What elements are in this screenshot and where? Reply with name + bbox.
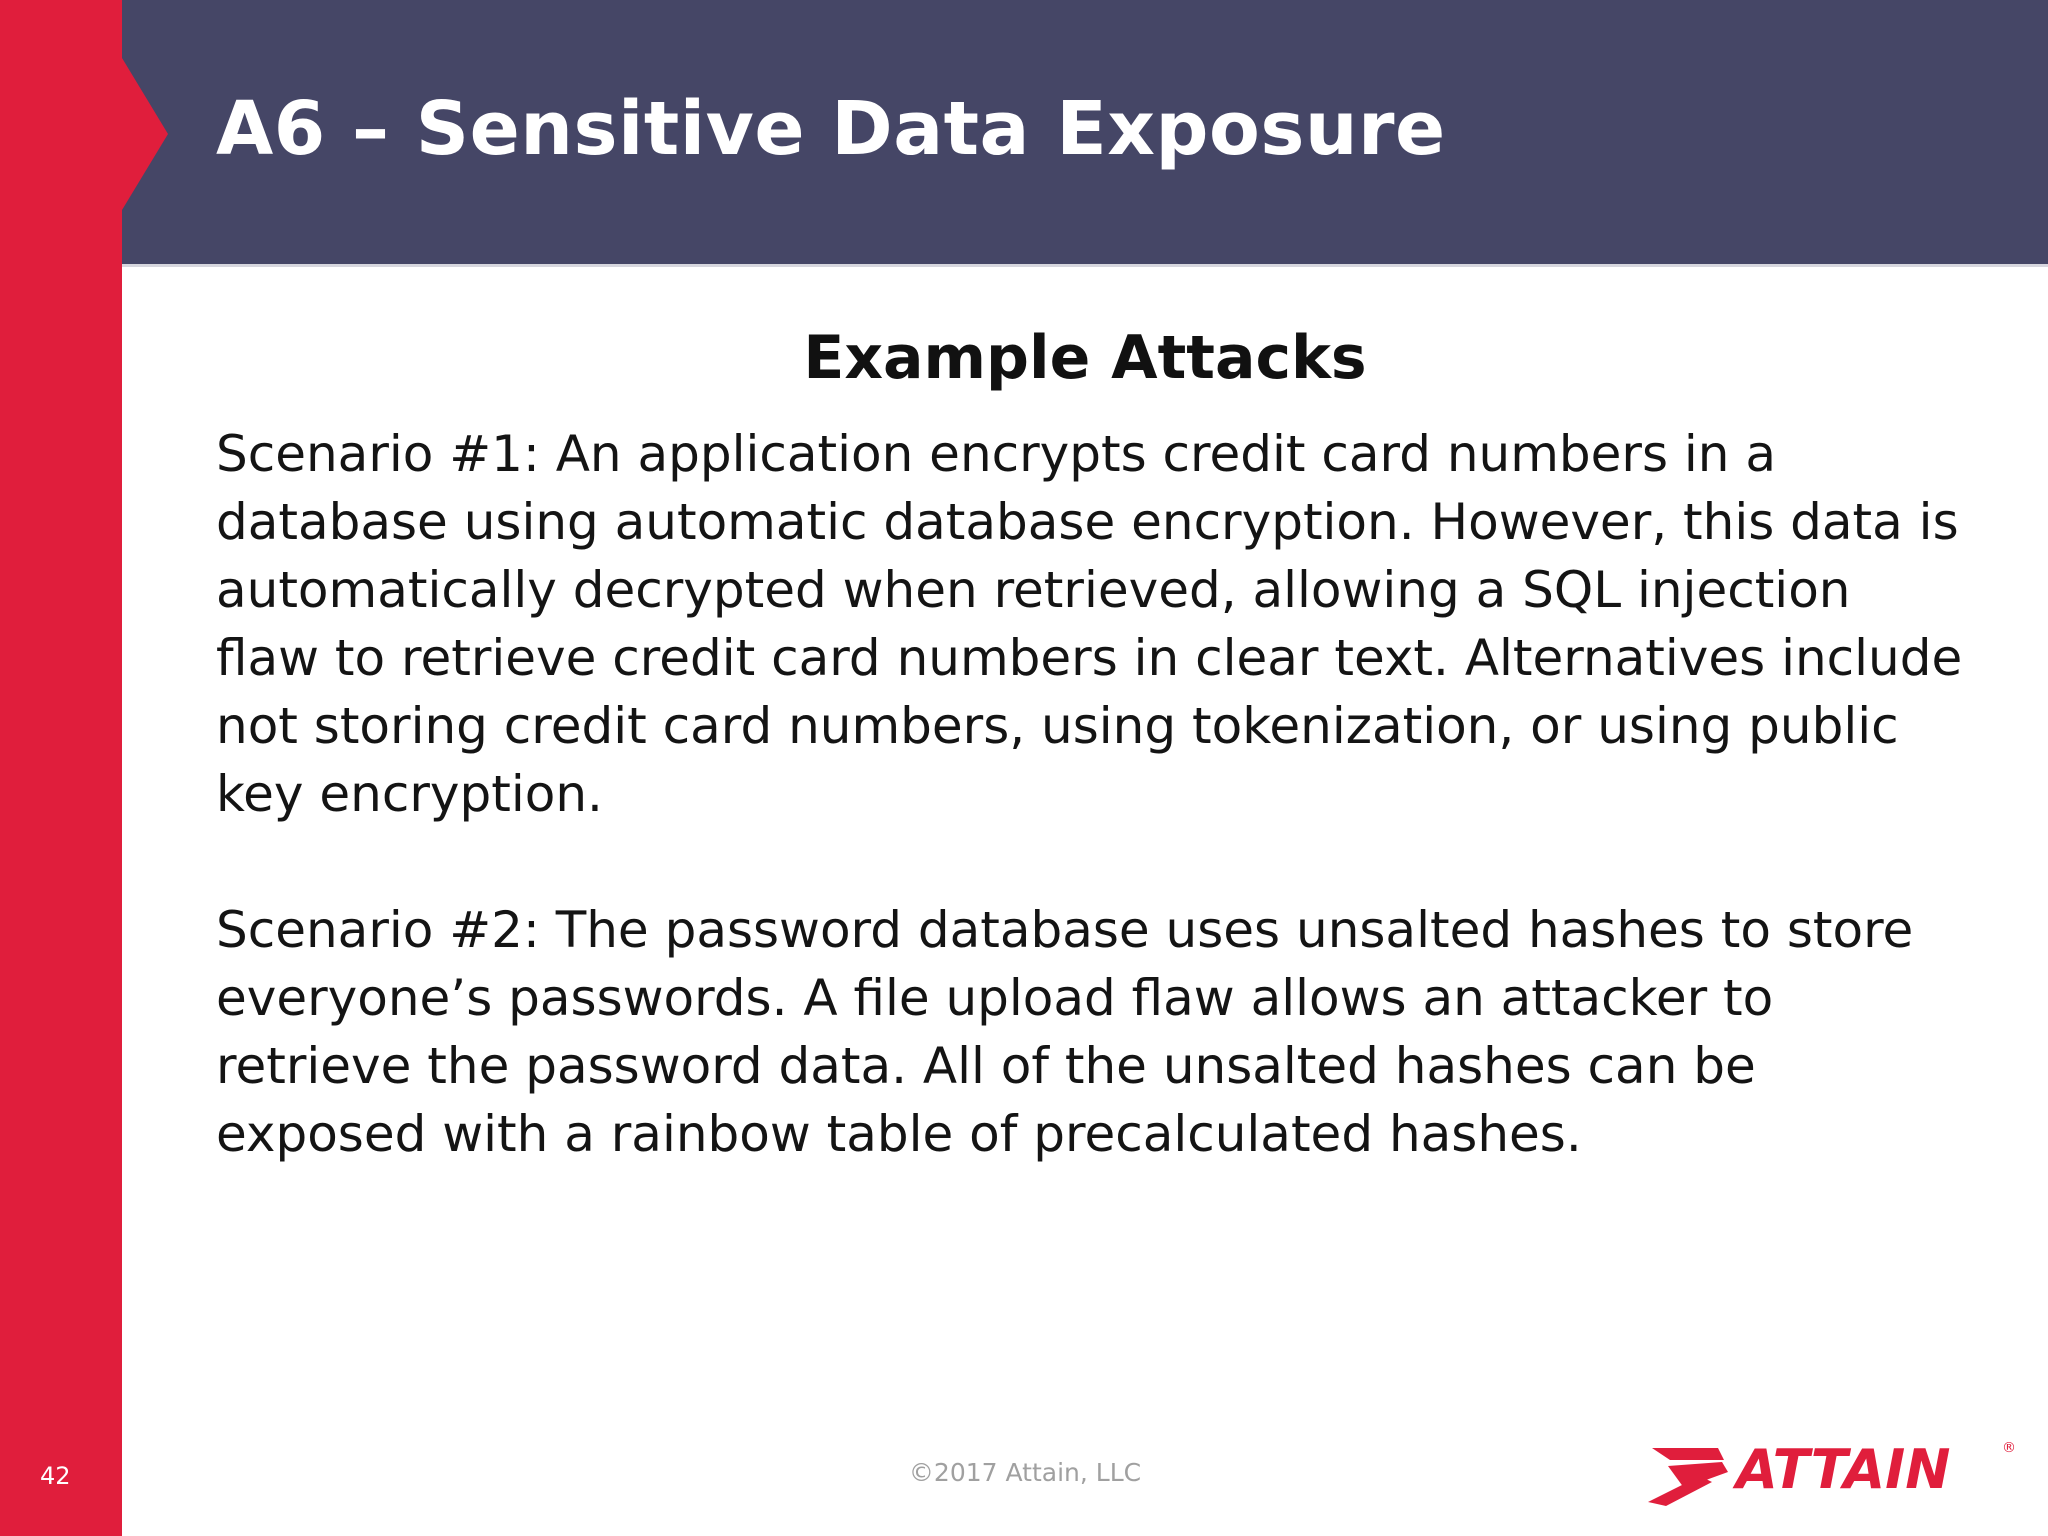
scenario-2-line: Scenario #2: The password database uses unsalted hashes to store: [216, 901, 1914, 959]
scenario-2-line: everyone’s passwords. A file upload flaw allows an attacker to: [216, 969, 1774, 1027]
scenario-1-line: not storing credit card numbers, using tokenization, or using public: [216, 697, 1899, 755]
page-number: 42: [40, 1462, 71, 1490]
scenario-2-line: exposed with a rainbow table of precalculated hashes.: [216, 1105, 1582, 1163]
attain-logo-mark: [1640, 1428, 2020, 1508]
scenario-1-line: database using automatic database encryption. However, this data is: [216, 493, 1959, 551]
attain-logo: [1640, 1428, 2020, 1508]
left-accent-bar: [0, 0, 122, 1536]
copyright-notice: ©2017 Attain, LLC: [908, 1458, 1142, 1487]
scenario-2-line: retrieve the password data. All of the unsalted hashes can be: [216, 1037, 1756, 1095]
header-divider: [122, 264, 2048, 267]
scenario-1-line: Scenario #1: An application encrypts credit card numbers in a: [216, 425, 1777, 483]
scenario-2-paragraph: [216, 896, 1986, 1168]
scenario-1-paragraph: [216, 420, 1986, 828]
scenario-1-line: flaw to retrieve credit card numbers in clear text. Alternatives include: [216, 629, 1963, 687]
slide-body: [216, 420, 1986, 1168]
registered-mark: ®: [2002, 1440, 2016, 1456]
slide-title: A6 – Sensitive Data Exposure: [216, 86, 1446, 172]
scenario-1-line: key encryption.: [216, 765, 603, 823]
section-subtitle: Example Attacks: [803, 323, 1367, 393]
logo-stripe: [1652, 1448, 1724, 1460]
scenario-1-line: automatically decrypted when retrieved, allowing a SQL injection: [216, 561, 1851, 619]
logo-wordmark: ATTAIN: [1736, 1438, 1951, 1501]
